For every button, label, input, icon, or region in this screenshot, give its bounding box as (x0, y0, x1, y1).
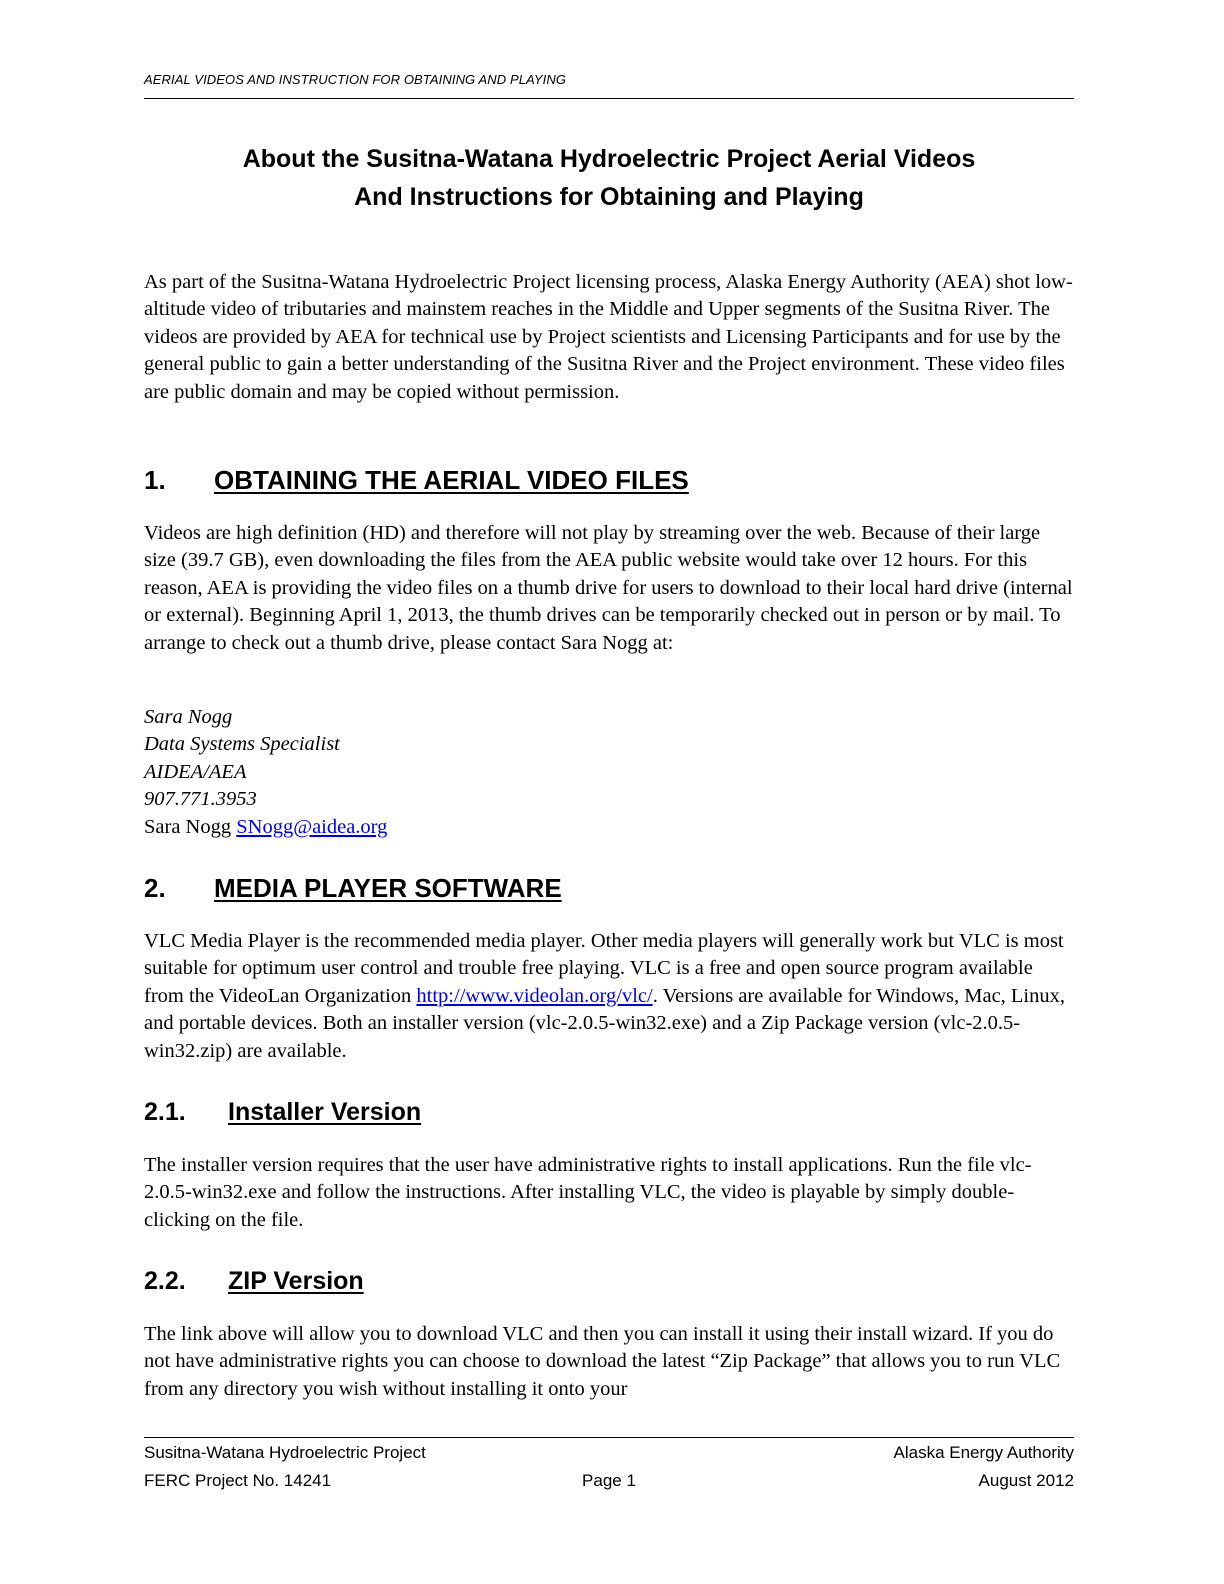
header-rule (144, 98, 1074, 99)
section-2-1-heading (144, 1097, 1074, 1127)
section-number: 2. (144, 873, 166, 903)
contact-phone: 907.771.3953 (144, 788, 257, 811)
section-title: ZIP Version (228, 1267, 364, 1295)
section-2-paragraph: VLC Media Player is the recommended media player. Other media players will generally work but VLC is most suitable for optimum user control and trouble free playing. VLC is a free and open source program available from the VideoLan Organization http://www.videolan.org/vlc/. Versions are available for Windows, Mac, Linux, and portable devices. Both an installer version (vlc-2.0.5-win32.exe) and a Zip Package version (vlc-2.0.5-win32.zip) are available. (144, 930, 1066, 1062)
running-head: AERIAL VIDEOS AND INSTRUCTION FOR OBTAINING AND PLAYING (144, 72, 567, 87)
section-number: 2.2. (144, 1267, 186, 1295)
email-link[interactable]: SNogg@aidea.org (236, 815, 388, 838)
section-1-paragraph: Videos are high definition (HD) and therefore will not play by streaming over the web. Because of their large size (39.7 GB), even downloading the files from the AEA public website would take over 12 hours. For this reason, AEA is providing the video files on a thumb drive for users to download to their local hard drive (internal or external). Beginning April 1, 2013, the thumb drives can be temporarily checked out in person or by mail. To arrange to check out a thumb drive, please contact Sara Nogg at: (144, 522, 1073, 654)
footer-ferc-number: FERC Project No. 14241 (144, 1471, 332, 1490)
section-2-heading (144, 873, 1074, 903)
footer-page-number: Page 1 (582, 1471, 636, 1490)
footer-organization: Alaska Energy Authority (893, 1443, 1074, 1462)
section-1-heading (144, 465, 1074, 495)
section-title: MEDIA PLAYER SOFTWARE (214, 873, 562, 903)
videolan-link[interactable]: http://www.videolan.org/vlc/ (416, 984, 653, 1007)
section-2-2-paragraph: The link above will allow you to download VLC and then you can install it using their install wizard. If you do not have administrative rights you can choose to download the latest “Zip Package” that allows you to run VLC from any directory you wish without installing it onto your (144, 1323, 1061, 1400)
section-title: Installer Version (228, 1098, 422, 1126)
title-line-2: And Instructions for Obtaining and Playing (354, 183, 864, 211)
title-line-1: About the Susitna-Watana Hydroelectric Project Aerial Videos (242, 145, 976, 173)
footer-date: August 2012 (978, 1471, 1074, 1490)
footer-rule (144, 1437, 1074, 1438)
intro-paragraph: As part of the Susitna-Watana Hydroelectric Project licensing process, Alaska Energy Authority (AEA) shot low-altitude video of tributaries and mainstem reaches in the Middle and Upper segments of the Susitna River. The videos are provided by AEA for technical use by Project scientists and Licensing Participants and for use by the general public to gain a better understanding of the Susitna River and the Project environment. These video files are public domain and may be copied without permission. (144, 271, 1073, 403)
section-2-1-paragraph: The installer version requires that the user have administrative rights to install applications. Run the file vlc-2.0.5-win32.exe and follow the instructions. After installing VLC, the video is playable by simply double-clicking on the file. (144, 1154, 1032, 1231)
section-number: 2.1. (144, 1098, 186, 1126)
contact-block (144, 704, 1074, 841)
contact-email-line (144, 814, 1074, 841)
document-title (144, 140, 1074, 216)
contact-org: AIDEA/AEA (144, 760, 247, 783)
section-number: 1. (144, 465, 166, 495)
contact-name: Sara Nogg (144, 706, 233, 728)
section-title: OBTAINING THE AERIAL VIDEO FILES (214, 465, 689, 495)
contact-email-prefix: Sara Nogg (144, 815, 237, 838)
footer-project-name: Susitna-Watana Hydroelectric Project (144, 1443, 426, 1462)
contact-role: Data Systems Specialist (144, 733, 340, 756)
section-2-2-heading (144, 1266, 1074, 1296)
